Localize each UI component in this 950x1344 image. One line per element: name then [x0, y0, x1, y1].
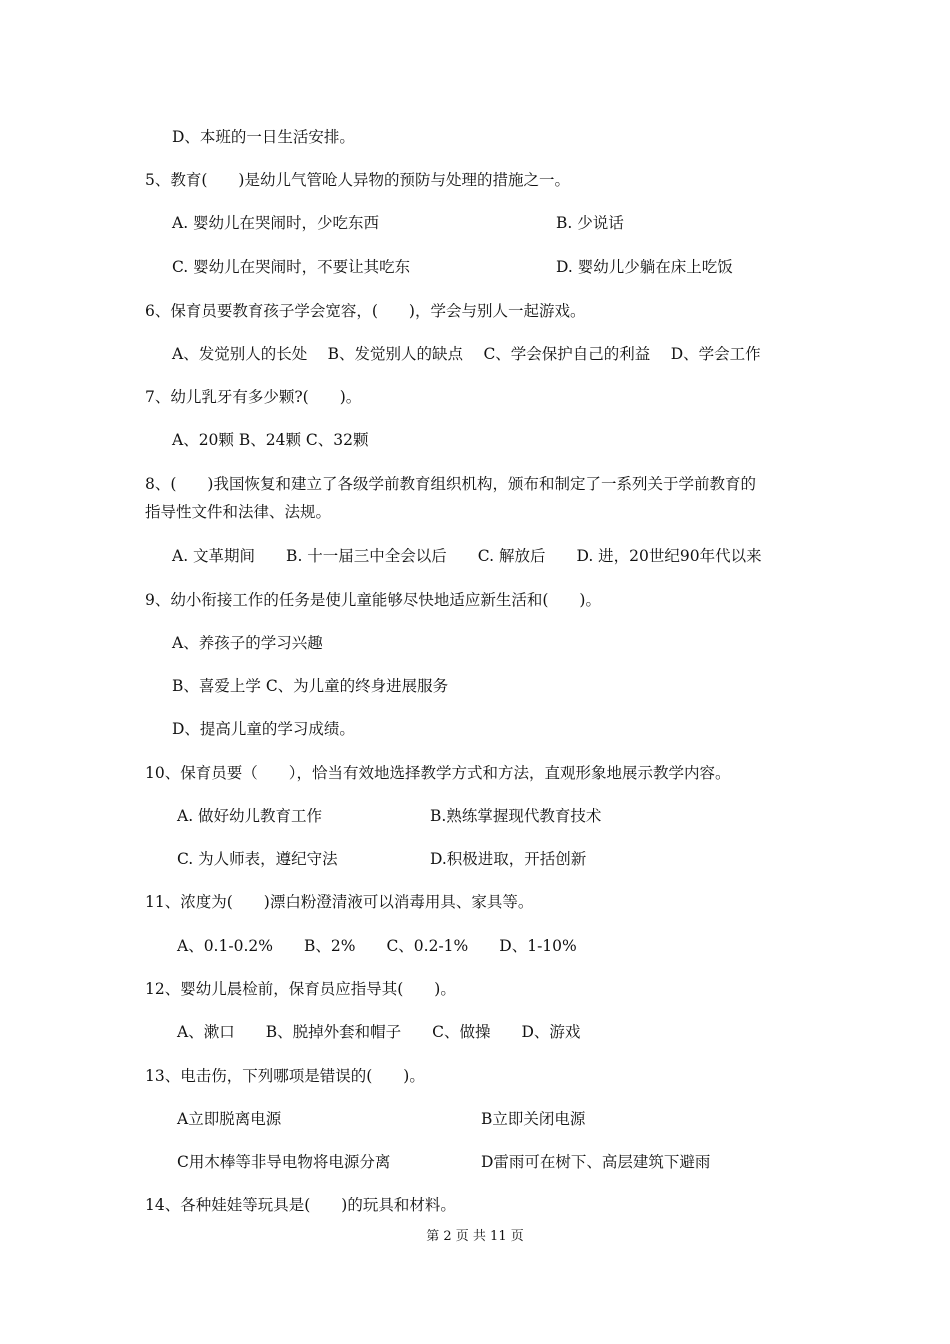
q11-options: A、0.1-0.2% B、2% C、0.2-1% D、1-10%: [177, 937, 577, 955]
q10-option-b: B.熟练掌握现代教育技术: [430, 807, 602, 825]
page-footer: 第 2 页 共 11 页: [426, 1229, 524, 1244]
q8-question: 8、( )我国恢复和建立了各级学前教育组织机构，颁布和制定了一系列关于学前教育的: [145, 475, 756, 493]
q13-option-a: A立即脱离电源: [177, 1110, 282, 1128]
q6-options: A、发觉别人的长处 B、发觉别人的缺点 C、学会保护自己的利益 D、学会工作: [172, 345, 761, 363]
q11-question: 11、浓度为( )漂白粉澄清液可以消毒用具、家具等。: [145, 893, 534, 911]
q13-option-c: C用木棒等非导电物将电源分离: [177, 1153, 391, 1171]
q10-question: 10、保育员要（ ），恰当有效地选择教学方式和方法，直观形象地展示教学内容。: [145, 764, 731, 782]
q12-options: A、漱口 B、脱掉外套和帽子 C、做操 D、游戏: [177, 1023, 581, 1041]
q8-options: A. 文革期间 B. 十一届三中全会以后 C. 解放后 D. 进，20世纪90年代以来: [172, 547, 762, 565]
q5-option-b: B. 少说话: [556, 214, 624, 232]
q9-option-bc: B、喜爱上学 C、为儿童的终身进展服务: [172, 677, 449, 695]
q9-question: 9、幼小衔接工作的任务是使儿童能够尽快地适应新生活和( )。: [145, 591, 601, 609]
q7-question: 7、幼儿乳牙有多少颗?( )。: [145, 388, 362, 406]
q13-option-b: B立即关闭电源: [481, 1110, 586, 1128]
q10-option-c: C. 为人师表，遵纪守法: [177, 850, 338, 868]
q10-option-d: D.积极进取，开括创新: [430, 850, 587, 868]
q14-question: 14、各种娃娃等玩具是( )的玩具和材料。: [145, 1196, 456, 1214]
q6-question: 6、保育员要教育孩子学会宽容，( )，学会与别人一起游戏。: [145, 302, 586, 320]
q13-option-d: D雷雨可在树下、高层建筑下避雨: [481, 1153, 711, 1171]
q9-option-d: D、提高儿童的学习成绩。: [172, 720, 355, 738]
q5-option-d: D. 婴幼儿少躺在床上吃饭: [556, 258, 733, 276]
q5-question: 5、教育( )是幼儿气管呛人异物的预防与处理的措施之一。: [145, 171, 570, 189]
q9-option-a: A、养孩子的学习兴趣: [172, 634, 323, 652]
q8-question-cont: 指导性文件和法律、法规。: [145, 503, 332, 521]
q10-option-a: A. 做好幼儿教育工作: [177, 807, 323, 825]
q13-question: 13、电击伤，下列哪项是错误的( )。: [145, 1067, 425, 1085]
q4-option-d: D、本班的一日生活安排。: [172, 128, 355, 146]
q7-options: A、20颗 B、24颗 C、32颗: [172, 431, 369, 449]
q5-option-c: C. 婴幼儿在哭闹时，不要让其吃东: [172, 258, 411, 276]
q12-question: 12、婴幼儿晨检前，保育员应指导其( )。: [145, 980, 456, 998]
q5-option-a: A. 婴幼儿在哭闹时，少吃东西: [172, 214, 380, 232]
